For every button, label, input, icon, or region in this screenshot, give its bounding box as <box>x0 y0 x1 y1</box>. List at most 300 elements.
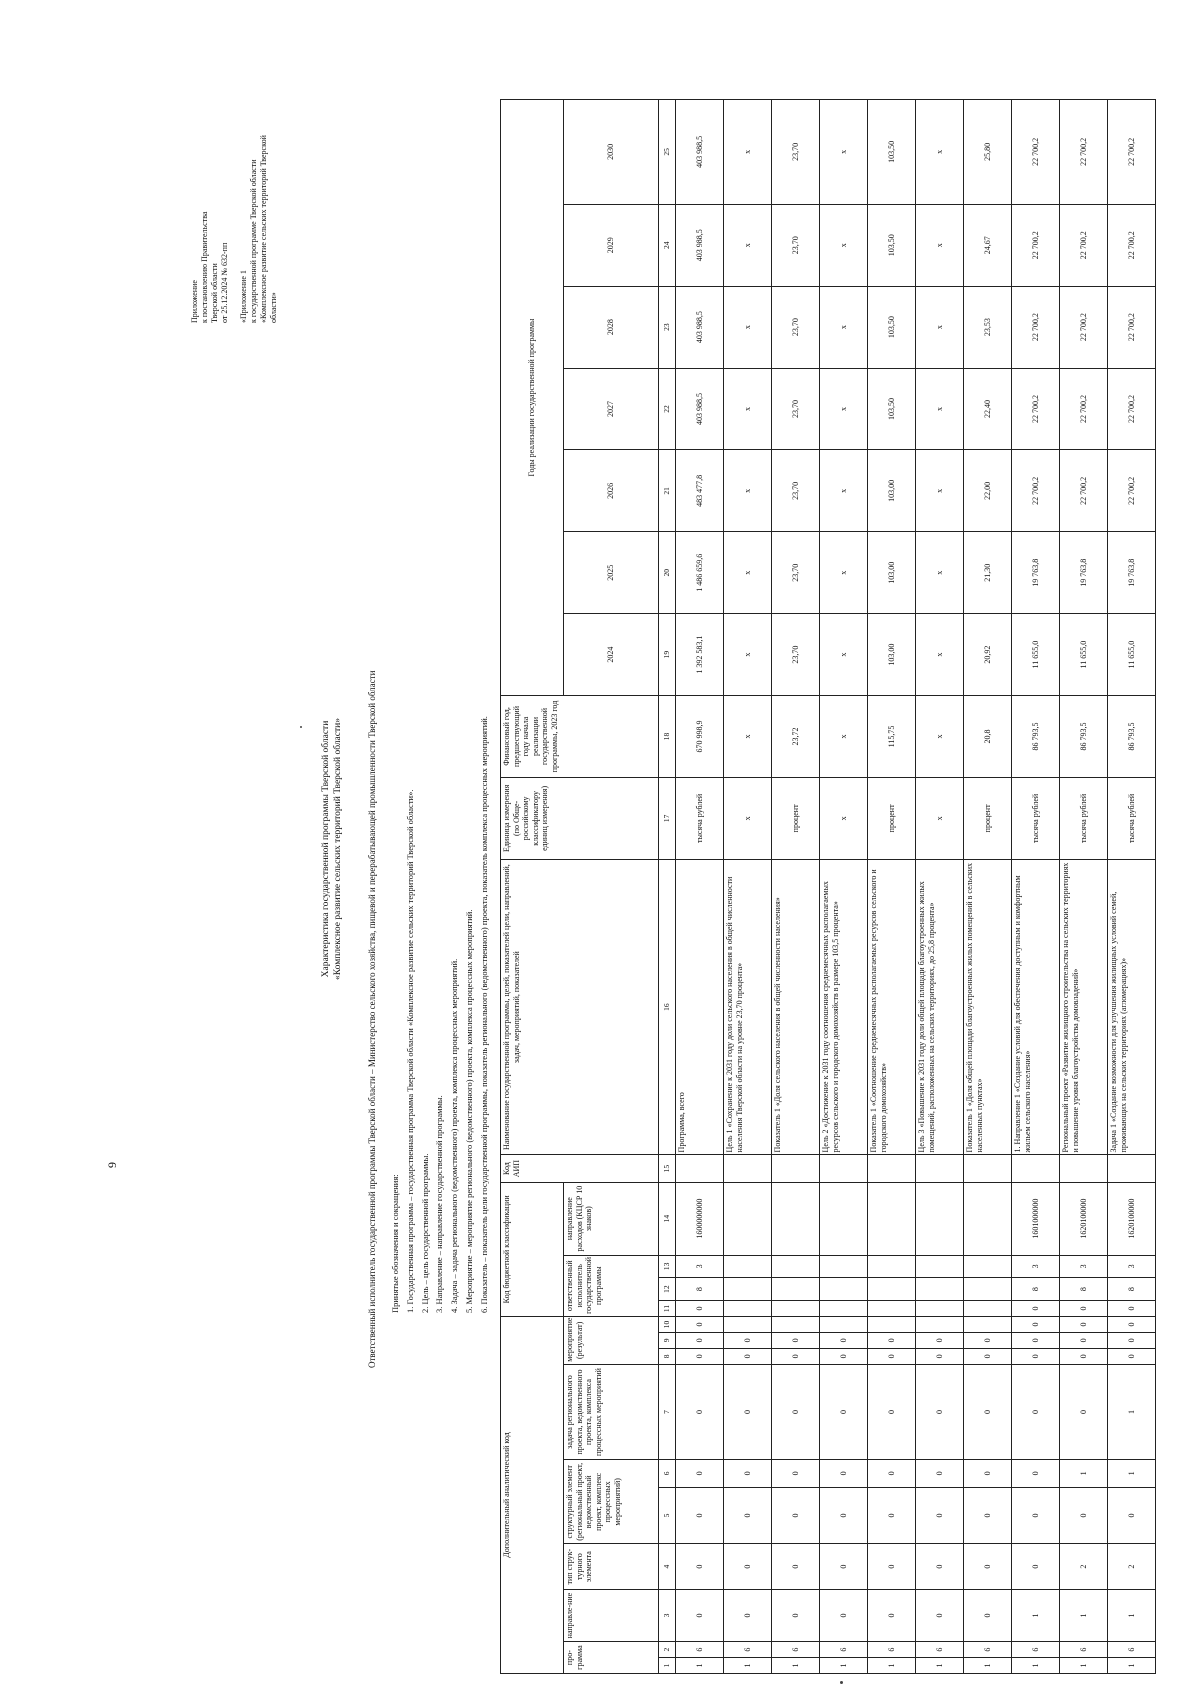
table-row <box>916 100 964 1674</box>
header-year: 2025 <box>564 532 659 614</box>
code-cell: 8 <box>1012 1278 1060 1301</box>
code-cell <box>772 1278 820 1301</box>
program-table <box>500 99 1156 1674</box>
code-cell <box>916 1301 964 1317</box>
header-year: 2029 <box>564 204 659 286</box>
name-cell: 1. Направление 1 «Создание условий для обеспечения доступным и комфортным жильем сельского населения» <box>1012 859 1060 1155</box>
header-executor: ответственный исполнитель государственной программы <box>564 1255 659 1316</box>
code-cell: 0 <box>916 1460 964 1487</box>
code-cell: 1 <box>1060 1589 1108 1641</box>
code-cell: 6 <box>676 1642 724 1658</box>
name-cell: Региональный проект «Развитие жилищного строительства на сельских территориях и повышение уровня благоустройства домовладений» <box>1060 859 1108 1155</box>
header-struct-type: тип струк-турного элемента <box>564 1544 659 1589</box>
code-cell: 1600000000 <box>676 1182 724 1255</box>
code-cell: 1 <box>1108 1658 1156 1674</box>
unit-cell: процент <box>772 777 820 859</box>
fin-year-cell: 86 793,5 <box>1108 696 1156 778</box>
column-number-row <box>659 100 676 1674</box>
code-cell: 0 <box>1060 1332 1108 1348</box>
year-value-cell: 19 763,8 <box>1108 532 1156 614</box>
code-cell: 0 <box>724 1544 772 1589</box>
code-cell: 3 <box>1060 1255 1108 1278</box>
year-value-cell: 22 700,2 <box>1060 100 1108 205</box>
year-value-cell: х <box>916 368 964 450</box>
code-cell: 0 <box>724 1332 772 1348</box>
year-value-cell: 103,00 <box>868 614 916 696</box>
code-cell: 0 <box>772 1348 820 1364</box>
column-number: 17 <box>659 777 676 859</box>
fin-year-cell: х <box>724 696 772 778</box>
code-cell: 1 <box>1108 1364 1156 1460</box>
year-value-cell: 23,70 <box>772 286 820 368</box>
year-value-cell: 403 988,5 <box>676 286 724 368</box>
code-cell: 0 <box>724 1348 772 1364</box>
code-cell: 0 <box>820 1332 868 1348</box>
column-number: 24 <box>659 204 676 286</box>
code-cell: 0 <box>724 1460 772 1487</box>
column-number: 14 <box>659 1182 676 1255</box>
code-cell <box>868 1316 916 1332</box>
code-cell: 1 <box>772 1658 820 1674</box>
column-number: 21 <box>659 450 676 532</box>
code-cell: 1 <box>916 1658 964 1674</box>
code-cell: 0 <box>916 1332 964 1348</box>
table-row <box>868 100 916 1674</box>
year-value-cell: 22 700,2 <box>1060 204 1108 286</box>
year-value-cell: 103,50 <box>868 204 916 286</box>
year-value-cell: 22 700,2 <box>1012 450 1060 532</box>
year-value-cell: 103,00 <box>868 450 916 532</box>
code-cell <box>724 1301 772 1317</box>
responsible-executor: Ответственный исполнитель государственной программы Тверской области – Министерство сельского хозяйства, пищевой и перерабатывающей промышленности Тверской области <box>367 670 377 1368</box>
code-cell <box>820 1155 868 1182</box>
code-cell: 0 <box>772 1544 820 1589</box>
year-value-cell: х <box>916 532 964 614</box>
code-cell: 0 <box>676 1487 724 1544</box>
year-value-cell: 22 700,2 <box>1012 286 1060 368</box>
fin-year-cell: х <box>820 696 868 778</box>
code-cell: 8 <box>676 1278 724 1301</box>
header-fin-year: Финансовый год, предшествующий году начала реализации государственной программы, 2023 год <box>501 696 659 778</box>
year-value-cell: 20,92 <box>964 614 1012 696</box>
header-years-title: Годы реализации государственной программы <box>501 100 564 696</box>
code-cell: 0 <box>868 1364 916 1460</box>
column-number: 22 <box>659 368 676 450</box>
code-cell: 1 <box>1060 1658 1108 1674</box>
code-cell: 0 <box>820 1364 868 1460</box>
fin-year-cell: 86 793,5 <box>1060 696 1108 778</box>
table-row <box>772 100 820 1674</box>
header-struct-element: структурный элемент (региональный проект, ведомственный проект, комплекс процессных мероприятий) <box>564 1460 659 1544</box>
code-cell: 0 <box>964 1460 1012 1487</box>
code-cell: 0 <box>1108 1348 1156 1364</box>
code-cell <box>724 1316 772 1332</box>
year-value-cell: х <box>724 368 772 450</box>
code-cell <box>820 1278 868 1301</box>
column-number: 6 <box>659 1460 676 1487</box>
table-row <box>1012 100 1060 1674</box>
code-cell: 0 <box>1060 1364 1108 1460</box>
code-cell: 0 <box>1012 1348 1060 1364</box>
unit-cell: тысяча рублей <box>1060 777 1108 859</box>
code-cell <box>868 1182 916 1255</box>
fin-year-cell: х <box>916 696 964 778</box>
table-body <box>676 100 1156 1674</box>
code-cell <box>724 1155 772 1182</box>
abbreviation-item: 5. Мероприятие – мероприятие регионального (ведомственного) проекта, комплекса процессных мероприятий. <box>463 909 474 1313</box>
year-value-cell: х <box>820 100 868 205</box>
code-cell: 3 <box>1108 1255 1156 1278</box>
unit-cell: процент <box>964 777 1012 859</box>
name-cell: Показатель 1 «Соотношение среднемесячных располагаемых ресурсов сельского и городского домохозяйств» <box>868 859 916 1155</box>
code-cell <box>916 1155 964 1182</box>
year-value-cell: 22 700,2 <box>1012 368 1060 450</box>
code-cell: 3 <box>1012 1255 1060 1278</box>
code-cell: 0 <box>676 1348 724 1364</box>
table-row <box>724 100 772 1674</box>
year-value-cell: х <box>724 532 772 614</box>
year-value-cell: 103,50 <box>868 286 916 368</box>
code-cell <box>964 1301 1012 1317</box>
code-cell: 0 <box>964 1364 1012 1460</box>
approval-block <box>190 135 279 323</box>
code-cell <box>868 1278 916 1301</box>
header-name: Наименование государственной программы, целей, показателей цели, направлений, задач, мероприятий, показателей <box>501 859 659 1155</box>
year-value-cell: 22,00 <box>964 450 1012 532</box>
code-cell <box>820 1255 868 1278</box>
header-extra-code: Дополнительный аналитический код <box>501 1316 564 1673</box>
document-title <box>320 0 344 1698</box>
year-value-cell: 23,53 <box>964 286 1012 368</box>
code-cell: 0 <box>1012 1364 1060 1460</box>
header-year: 2026 <box>564 450 659 532</box>
code-cell: 1 <box>1060 1460 1108 1487</box>
column-number: 3 <box>659 1589 676 1641</box>
column-number: 25 <box>659 100 676 205</box>
title-line-1: Характеристика государственной программы Тверской области <box>321 720 331 978</box>
unit-cell: тысяча рублей <box>676 777 724 859</box>
code-cell: 0 <box>1012 1316 1060 1332</box>
header-expense: направление расходов (КЦСР 10 знаков) <box>564 1182 659 1255</box>
abbreviation-item: 3. Направление – направление государственной программы. <box>434 1095 445 1313</box>
code-cell: 1601000000 <box>1012 1182 1060 1255</box>
approval-line: от 25.12.2024 № 632-пп <box>220 242 229 323</box>
year-value-cell: х <box>724 204 772 286</box>
code-cell <box>772 1316 820 1332</box>
unit-cell: тысяча рублей <box>1012 777 1060 859</box>
code-cell: 0 <box>1012 1460 1060 1487</box>
code-cell: 6 <box>1108 1642 1156 1658</box>
approval-line: «Комплексное развитие сельских территорий Тверской <box>259 135 268 323</box>
year-value-cell: 483 477,8 <box>676 450 724 532</box>
code-cell: 0 <box>676 1544 724 1589</box>
code-cell: 0 <box>1012 1544 1060 1589</box>
code-cell: 0 <box>868 1544 916 1589</box>
year-value-cell: 22 700,2 <box>1108 100 1156 205</box>
year-value-cell: 23,70 <box>772 204 820 286</box>
year-value-cell: 1 486 659,6 <box>676 532 724 614</box>
abbreviation-item: 6. Показатель – показатель цели государственной программы, показатель регионального (ведомственного) проекта, показатель комплекса процессных мероприятий. <box>478 716 489 1313</box>
code-cell: 6 <box>1012 1642 1060 1658</box>
year-value-cell: 103,50 <box>868 368 916 450</box>
code-cell <box>964 1278 1012 1301</box>
code-cell: 2 <box>1060 1544 1108 1589</box>
code-cell: 1620100000 <box>1108 1182 1156 1255</box>
code-cell: 6 <box>916 1642 964 1658</box>
code-cell <box>772 1155 820 1182</box>
abbreviation-item: 4. Задача – задача регионального (ведомственного) проекта, комплекса процессных мероприятий. <box>449 958 460 1313</box>
year-value-cell: 22 700,2 <box>1108 450 1156 532</box>
approval-line: Тверской области <box>210 263 219 323</box>
column-number: 10 <box>659 1316 676 1332</box>
header-unit: Единица измерения (по Обще-российскому классификатору единиц измерения) <box>501 777 659 859</box>
header-aip: Код АИП <box>501 1155 659 1182</box>
year-value-cell: х <box>916 204 964 286</box>
abbreviation-item: 1. Государственная программа – государственная программа Тверской области «Комплексное развитие сельских территорий Тверской области». <box>404 789 415 1313</box>
code-cell: 6 <box>1060 1642 1108 1658</box>
column-number: 16 <box>659 859 676 1155</box>
column-number: 1 <box>659 1658 676 1674</box>
year-value-cell: 22 700,2 <box>1108 368 1156 450</box>
fin-year-cell: 20,8 <box>964 696 1012 778</box>
code-cell: 0 <box>868 1348 916 1364</box>
approval-line <box>230 135 239 323</box>
fin-year-cell: 86 793,5 <box>1012 696 1060 778</box>
code-cell: 0 <box>724 1364 772 1460</box>
column-number: 2 <box>659 1642 676 1658</box>
code-cell: 0 <box>916 1544 964 1589</box>
unit-cell: х <box>820 777 868 859</box>
code-cell <box>772 1301 820 1317</box>
code-cell <box>964 1316 1012 1332</box>
code-cell: 2 <box>1108 1544 1156 1589</box>
code-cell: 0 <box>772 1487 820 1544</box>
code-cell: 0 <box>676 1332 724 1348</box>
year-value-cell: х <box>820 532 868 614</box>
code-cell: 0 <box>772 1364 820 1460</box>
code-cell: 8 <box>1108 1278 1156 1301</box>
code-cell: 0 <box>820 1589 868 1641</box>
year-value-cell: х <box>724 450 772 532</box>
year-value-cell: 19 763,8 <box>1012 532 1060 614</box>
code-cell: 0 <box>916 1348 964 1364</box>
code-cell: 0 <box>916 1487 964 1544</box>
abbreviation-item: 2. Цель – цель государственной программы. <box>419 1153 430 1313</box>
column-number: 18 <box>659 696 676 778</box>
fin-year-cell: 23,72 <box>772 696 820 778</box>
name-cell: Задача 1 «Создание возможности для улучшения жилищных условий семей, проживающих на сельских территориях (агломерациях)» <box>1108 859 1156 1155</box>
year-value-cell: 24,67 <box>964 204 1012 286</box>
column-number: 8 <box>659 1348 676 1364</box>
column-number: 13 <box>659 1255 676 1278</box>
code-cell: 1 <box>1012 1589 1060 1641</box>
table-row <box>820 100 868 1674</box>
code-cell: 1 <box>1012 1658 1060 1674</box>
code-cell: 0 <box>676 1364 724 1460</box>
header-year: 2027 <box>564 368 659 450</box>
year-value-cell: 22 700,2 <box>1108 286 1156 368</box>
year-value-cell: х <box>820 286 868 368</box>
scan-speck <box>300 726 302 728</box>
code-cell: 0 <box>1108 1487 1156 1544</box>
year-value-cell: 103,50 <box>868 100 916 205</box>
year-value-cell: х <box>916 450 964 532</box>
code-cell: 0 <box>964 1487 1012 1544</box>
column-number: 19 <box>659 614 676 696</box>
column-number: 23 <box>659 286 676 368</box>
table-row <box>676 100 724 1674</box>
code-cell: 0 <box>1060 1487 1108 1544</box>
code-cell <box>1108 1155 1156 1182</box>
year-value-cell: 403 988,5 <box>676 204 724 286</box>
year-value-cell: х <box>724 100 772 205</box>
code-cell <box>868 1155 916 1182</box>
code-cell: 0 <box>1060 1301 1108 1317</box>
code-cell <box>868 1301 916 1317</box>
code-cell: 0 <box>820 1544 868 1589</box>
name-cell: Показатель 1 «Доля общей площади благоустроенных жилых помещений в сельских населенных пунктах» <box>964 859 1012 1155</box>
table-row <box>964 100 1012 1674</box>
code-cell: 0 <box>676 1589 724 1641</box>
code-cell: 0 <box>772 1332 820 1348</box>
code-cell: 1 <box>964 1658 1012 1674</box>
code-cell: 0 <box>1108 1332 1156 1348</box>
code-cell <box>724 1255 772 1278</box>
year-value-cell: х <box>820 368 868 450</box>
abbreviations-heading: Принятые обозначения и сокращения: <box>390 1174 400 1313</box>
header-direction: направле-ние <box>564 1589 659 1641</box>
code-cell <box>724 1278 772 1301</box>
code-cell <box>1012 1155 1060 1182</box>
approval-line: к постановлению Правительства <box>200 211 209 323</box>
code-cell <box>1060 1155 1108 1182</box>
code-cell: 0 <box>676 1460 724 1487</box>
year-value-cell: 23,70 <box>772 532 820 614</box>
code-cell: 0 <box>868 1332 916 1348</box>
year-value-cell: 403 988,5 <box>676 100 724 205</box>
code-cell <box>772 1182 820 1255</box>
page-number: 9 <box>105 1162 119 1168</box>
code-cell: 1620100000 <box>1060 1182 1108 1255</box>
column-number: 9 <box>659 1332 676 1348</box>
code-cell: 0 <box>1012 1332 1060 1348</box>
code-cell <box>916 1278 964 1301</box>
code-cell: 0 <box>916 1589 964 1641</box>
code-cell: 0 <box>820 1460 868 1487</box>
year-value-cell: 22 700,2 <box>1060 286 1108 368</box>
code-cell: 0 <box>724 1589 772 1641</box>
code-cell: 1 <box>820 1658 868 1674</box>
code-cell <box>676 1155 724 1182</box>
year-value-cell: 22 700,2 <box>1060 450 1108 532</box>
code-cell: 6 <box>724 1642 772 1658</box>
code-cell: 1 <box>724 1658 772 1674</box>
approval-line: к государственной программе Тверской области <box>249 159 258 323</box>
code-cell: 0 <box>1012 1301 1060 1317</box>
code-cell: 0 <box>1108 1316 1156 1332</box>
header-task: задача регионального проекта, ведомственного проекта, комплекса процессных мероприятий <box>564 1364 659 1460</box>
code-cell <box>724 1182 772 1255</box>
name-cell: Показатель 1 «Доля сельского населения в общей численности населения» <box>772 859 820 1155</box>
column-number: 11 <box>659 1301 676 1317</box>
code-cell: 0 <box>772 1460 820 1487</box>
code-cell: 1 <box>676 1658 724 1674</box>
year-value-cell: 23,70 <box>772 100 820 205</box>
table-row <box>1108 100 1156 1674</box>
column-number: 12 <box>659 1278 676 1301</box>
table-row <box>1060 100 1108 1674</box>
code-cell: 0 <box>964 1544 1012 1589</box>
header-year: 2028 <box>564 286 659 368</box>
unit-cell: х <box>724 777 772 859</box>
column-number: 15 <box>659 1155 676 1182</box>
code-cell: 0 <box>964 1332 1012 1348</box>
code-cell: 8 <box>1060 1278 1108 1301</box>
code-cell <box>820 1316 868 1332</box>
code-cell: 0 <box>964 1589 1012 1641</box>
year-value-cell: 22,40 <box>964 368 1012 450</box>
year-value-cell: 11 655,0 <box>1012 614 1060 696</box>
year-value-cell: 22 700,2 <box>1108 204 1156 286</box>
code-cell: 0 <box>820 1487 868 1544</box>
code-cell: 0 <box>1060 1348 1108 1364</box>
code-cell <box>964 1255 1012 1278</box>
year-value-cell: 19 763,8 <box>1060 532 1108 614</box>
scan-speck <box>840 1681 843 1684</box>
code-cell: 0 <box>868 1487 916 1544</box>
year-value-cell: 25,80 <box>964 100 1012 205</box>
year-value-cell: 403 988,5 <box>676 368 724 450</box>
code-cell <box>916 1316 964 1332</box>
code-cell: 1 <box>868 1658 916 1674</box>
unit-cell: тысяча рублей <box>1108 777 1156 859</box>
fin-year-cell: 670 998,9 <box>676 696 724 778</box>
year-value-cell: 22 700,2 <box>1012 100 1060 205</box>
unit-cell: х <box>916 777 964 859</box>
year-value-cell: х <box>820 450 868 532</box>
code-cell <box>820 1182 868 1255</box>
year-value-cell: х <box>724 614 772 696</box>
code-cell <box>916 1255 964 1278</box>
year-value-cell: х <box>820 614 868 696</box>
fin-year-cell: 115,75 <box>868 696 916 778</box>
code-cell: 0 <box>916 1364 964 1460</box>
approval-line: «Приложение 1 <box>239 270 248 323</box>
year-value-cell: 11 655,0 <box>1060 614 1108 696</box>
code-cell: 0 <box>868 1460 916 1487</box>
year-value-cell: 1 392 583,1 <box>676 614 724 696</box>
year-value-cell: 21,30 <box>964 532 1012 614</box>
code-cell: 0 <box>820 1348 868 1364</box>
code-cell: 3 <box>676 1255 724 1278</box>
header-event: мероприятие (результат) <box>564 1316 659 1364</box>
code-cell: 1 <box>1108 1589 1156 1641</box>
code-cell: 0 <box>772 1589 820 1641</box>
year-value-cell: 23,70 <box>772 450 820 532</box>
approval-line: области» <box>269 292 278 323</box>
code-cell: 0 <box>1012 1487 1060 1544</box>
column-number: 5 <box>659 1487 676 1544</box>
column-number: 20 <box>659 532 676 614</box>
code-cell <box>868 1255 916 1278</box>
code-cell <box>820 1301 868 1317</box>
approval-line: Приложение <box>190 280 199 323</box>
year-value-cell: 22 700,2 <box>1012 204 1060 286</box>
title-line-2: «Комплексное развитие сельских территорий Тверской области» <box>333 718 343 980</box>
name-cell: Цель 1 «Сохранение к 2031 году доли сельского населения в общей численности населения Тверской области на уровне 23,70 процента» <box>724 859 772 1155</box>
year-value-cell: х <box>724 286 772 368</box>
year-value-cell: 23,70 <box>772 368 820 450</box>
